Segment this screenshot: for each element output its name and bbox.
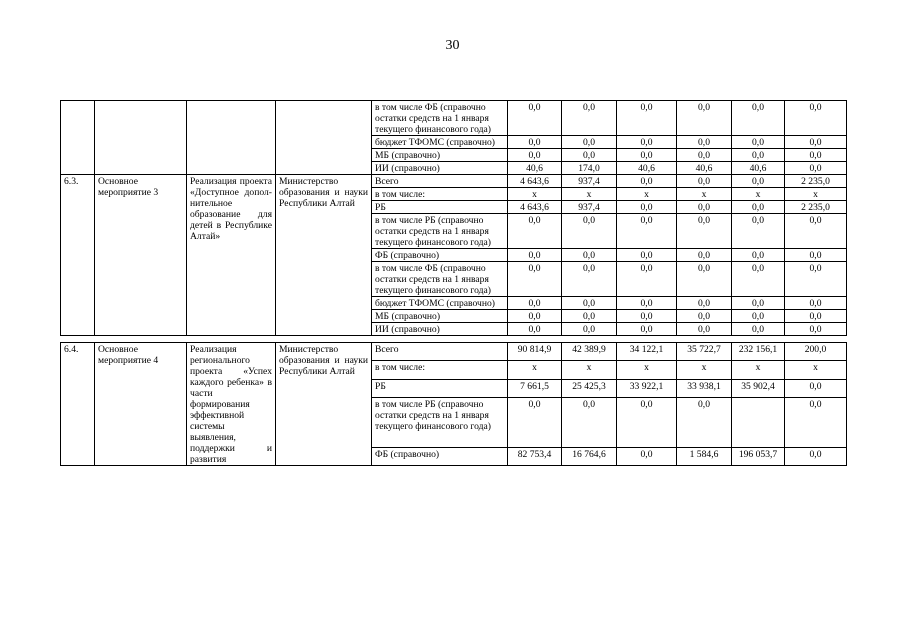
value-cell: 42 389,9 xyxy=(562,343,617,361)
value-cell: 35 722,7 xyxy=(677,343,732,361)
value-cell: 196 053,7 xyxy=(732,447,785,465)
value-cell: 0,0 xyxy=(677,149,732,162)
value-cell: 937,4 xyxy=(562,201,617,214)
value-cell: 0,0 xyxy=(732,136,785,149)
value-cell: 0,0 xyxy=(617,398,677,447)
value-cell: 0,0 xyxy=(732,310,785,323)
value-cell: 0,0 xyxy=(562,297,617,310)
value-cell: 0,0 xyxy=(785,262,847,297)
value-cell: 0,0 xyxy=(785,249,847,262)
value-cell: 937,4 xyxy=(562,175,617,188)
budget-table xyxy=(60,100,847,466)
source-cell: в том числе ФБ (справочно остатки средств на 1 января текущего финансового года) xyxy=(372,101,508,136)
value-cell: 7 661,5 xyxy=(508,379,562,397)
source-cell: Всего xyxy=(372,343,508,361)
value-cell: 0,0 xyxy=(677,201,732,214)
value-cell: 0,0 xyxy=(785,323,847,336)
item-number: 6.3. xyxy=(61,175,95,336)
source-cell: в том числе: xyxy=(372,188,508,201)
value-cell: 0,0 xyxy=(508,297,562,310)
value-cell: 0,0 xyxy=(677,262,732,297)
value-cell: 40,6 xyxy=(677,162,732,175)
source-cell: в том числе РБ (справочно остатки средств на 1 января текущего финансового года) xyxy=(372,214,508,249)
value-cell: 0,0 xyxy=(785,297,847,310)
value-cell: 0,0 xyxy=(617,249,677,262)
value-cell: 0,0 xyxy=(617,101,677,136)
value-cell: х xyxy=(785,188,847,201)
value-cell: 0,0 xyxy=(785,447,847,465)
value-cell: 82 753,4 xyxy=(508,447,562,465)
value-cell: 0,0 xyxy=(785,162,847,175)
value-cell xyxy=(732,398,785,447)
value-cell: х xyxy=(677,361,732,379)
value-cell: 0,0 xyxy=(562,310,617,323)
source-cell: в том числе ФБ (справочно остатки средств на 1 января текущего финансового года) xyxy=(372,262,508,297)
value-cell: 0,0 xyxy=(732,297,785,310)
value-cell: х xyxy=(677,188,732,201)
table-row xyxy=(61,343,847,361)
value-cell: 0,0 xyxy=(617,201,677,214)
value-cell: 0,0 xyxy=(617,175,677,188)
value-cell: 0,0 xyxy=(732,201,785,214)
item-number: 6.4. xyxy=(61,343,95,466)
value-cell: х xyxy=(617,361,677,379)
value-cell: х xyxy=(562,188,617,201)
value-cell: 0,0 xyxy=(562,101,617,136)
value-cell: х xyxy=(732,188,785,201)
value-cell: 232 156,1 xyxy=(732,343,785,361)
source-cell: МБ (справочно) xyxy=(372,310,508,323)
value-cell: 4 643,6 xyxy=(508,201,562,214)
page-number: 30 xyxy=(445,38,460,53)
separator-cell xyxy=(61,336,847,343)
source-cell: МБ (справочно) xyxy=(372,149,508,162)
value-cell: 0,0 xyxy=(732,249,785,262)
source-cell: Всего xyxy=(372,175,508,188)
value-cell: х xyxy=(508,188,562,201)
name-cell xyxy=(95,101,187,175)
value-cell: 0,0 xyxy=(562,136,617,149)
value-cell: 0,0 xyxy=(677,214,732,249)
value-cell: 0,0 xyxy=(508,136,562,149)
value-cell: 0,0 xyxy=(562,323,617,336)
value-cell: 0,0 xyxy=(785,136,847,149)
source-cell: РБ xyxy=(372,201,508,214)
value-cell: 0,0 xyxy=(677,136,732,149)
num-cell xyxy=(61,101,95,175)
value-cell: 0,0 xyxy=(785,214,847,249)
source-cell: РБ xyxy=(372,379,508,397)
item-executor: Министерство образования и науки Республики Алтай xyxy=(276,175,372,336)
value-cell: 16 764,6 xyxy=(562,447,617,465)
value-cell: 174,0 xyxy=(562,162,617,175)
value-cell: 34 122,1 xyxy=(617,343,677,361)
value-cell: 0,0 xyxy=(677,249,732,262)
value-cell: 0,0 xyxy=(677,310,732,323)
source-cell: ИИ (справочно) xyxy=(372,162,508,175)
value-cell: х xyxy=(732,361,785,379)
value-cell: 25 425,3 xyxy=(562,379,617,397)
value-cell: 0,0 xyxy=(732,149,785,162)
executor-cell xyxy=(276,101,372,175)
value-cell: 0,0 xyxy=(732,262,785,297)
value-cell: 0,0 xyxy=(617,149,677,162)
source-cell: ИИ (справочно) xyxy=(372,323,508,336)
value-cell: 0,0 xyxy=(617,136,677,149)
value-cell: 0,0 xyxy=(677,297,732,310)
table-row xyxy=(61,175,847,188)
value-cell: 0,0 xyxy=(785,379,847,397)
value-cell: 33 922,1 xyxy=(617,379,677,397)
table-row xyxy=(61,101,847,136)
value-cell: х xyxy=(508,361,562,379)
value-cell: 0,0 xyxy=(508,149,562,162)
value-cell: 33 938,1 xyxy=(677,379,732,397)
value-cell: 0,0 xyxy=(508,249,562,262)
value-cell: 0,0 xyxy=(732,214,785,249)
item-name: Основное мероприятие 3 xyxy=(95,175,187,336)
value-cell: 0,0 xyxy=(508,310,562,323)
value-cell: 0,0 xyxy=(617,297,677,310)
source-cell: бюджет ТФОМС (справочно) xyxy=(372,297,508,310)
value-cell: 4 643,6 xyxy=(508,175,562,188)
value-cell: 0,0 xyxy=(562,249,617,262)
value-cell: х xyxy=(617,188,677,201)
source-cell: в том числе: xyxy=(372,361,508,379)
value-cell: 0,0 xyxy=(785,101,847,136)
value-cell: 90 814,9 xyxy=(508,343,562,361)
value-cell: 40,6 xyxy=(732,162,785,175)
value-cell: 0,0 xyxy=(617,262,677,297)
value-cell: 40,6 xyxy=(508,162,562,175)
value-cell: 0,0 xyxy=(785,398,847,447)
separator-row xyxy=(61,336,847,343)
source-cell: ФБ (справочно) xyxy=(372,447,508,465)
value-cell: 0,0 xyxy=(732,323,785,336)
source-cell: бюджет ТФОМС (справочно) xyxy=(372,136,508,149)
value-cell: 0,0 xyxy=(677,398,732,447)
value-cell: 0,0 xyxy=(677,101,732,136)
value-cell: х xyxy=(785,361,847,379)
item-executor: Министерство образования и науки Республики Алтай xyxy=(276,343,372,466)
value-cell: 0,0 xyxy=(508,323,562,336)
value-cell: 0,0 xyxy=(508,398,562,447)
item-name: Основное мероприятие 4 xyxy=(95,343,187,466)
value-cell: 2 235,0 xyxy=(785,201,847,214)
value-cell: 0,0 xyxy=(508,214,562,249)
value-cell: 0,0 xyxy=(677,175,732,188)
value-cell: 2 235,0 xyxy=(785,175,847,188)
value-cell: 0,0 xyxy=(562,262,617,297)
value-cell: 0,0 xyxy=(785,149,847,162)
value-cell: 0,0 xyxy=(508,101,562,136)
value-cell: 0,0 xyxy=(617,323,677,336)
value-cell: 0,0 xyxy=(785,310,847,323)
value-cell: 0,0 xyxy=(617,214,677,249)
value-cell: 0,0 xyxy=(562,398,617,447)
value-cell: 1 584,6 xyxy=(677,447,732,465)
value-cell: 0,0 xyxy=(508,262,562,297)
source-cell: в том числе РБ (справочно остатки средств на 1 января текущего финансового года) xyxy=(372,398,508,447)
value-cell: 0,0 xyxy=(562,214,617,249)
source-cell: ФБ (справочно) xyxy=(372,249,508,262)
item-description: Реализация регионального проекта «Успех каждого ребенка» в части формирования эффективной системы выявления, поддержки и развития xyxy=(187,343,276,466)
value-cell: 0,0 xyxy=(562,149,617,162)
value-cell: 40,6 xyxy=(617,162,677,175)
value-cell: 0,0 xyxy=(617,447,677,465)
value-cell: 0,0 xyxy=(732,101,785,136)
value-cell: 200,0 xyxy=(785,343,847,361)
value-cell: х xyxy=(562,361,617,379)
value-cell: 35 902,4 xyxy=(732,379,785,397)
value-cell: 0,0 xyxy=(677,323,732,336)
description-cell xyxy=(187,101,276,175)
value-cell: 0,0 xyxy=(732,175,785,188)
value-cell: 0,0 xyxy=(617,310,677,323)
item-description: Реализация проекта «Доступное допол-нительное образование для детей в Республике Алтай» xyxy=(187,175,276,336)
